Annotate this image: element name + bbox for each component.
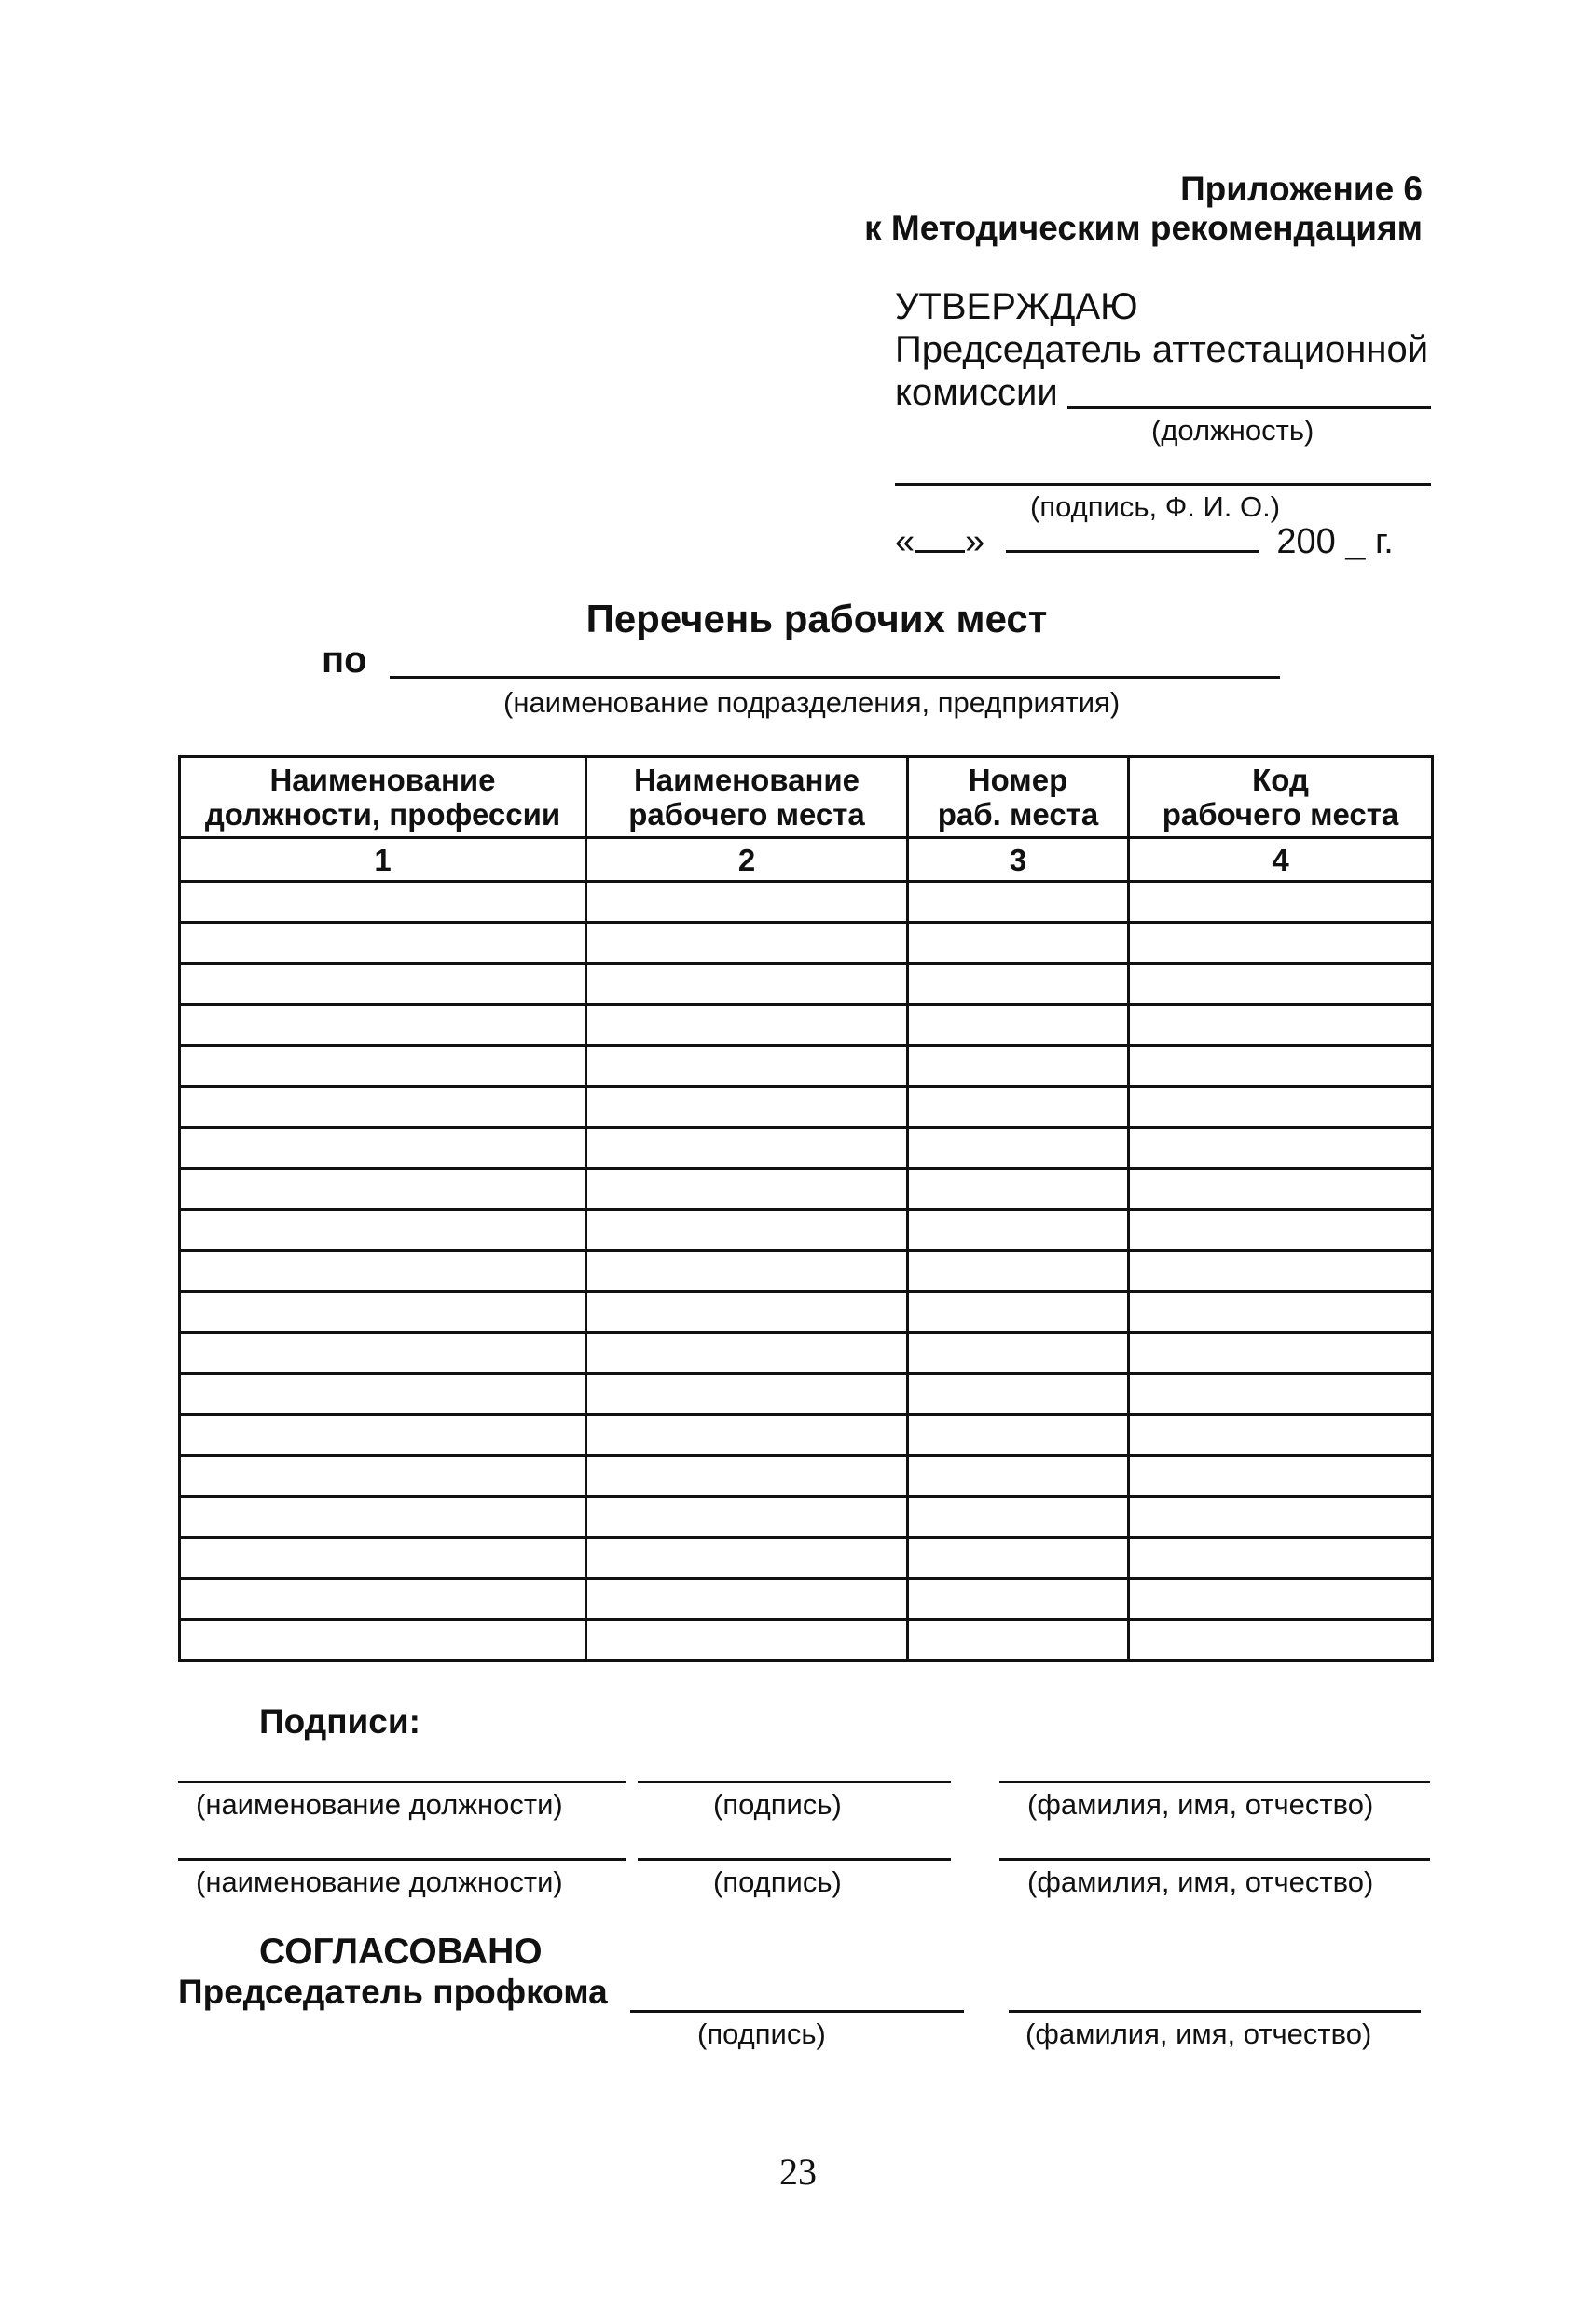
table-cell[interactable] xyxy=(180,964,586,1005)
table-cell[interactable] xyxy=(908,1456,1129,1497)
name-line-2[interactable] xyxy=(999,1858,1430,1861)
appendix-reference: к Методическим рекомендациям xyxy=(864,209,1423,247)
table-cell[interactable] xyxy=(1129,964,1433,1005)
position-line-2[interactable] xyxy=(178,1858,626,1861)
approval-chair-line: Председатель аттестационной xyxy=(895,329,1429,370)
table-cell[interactable] xyxy=(586,882,908,923)
table-row xyxy=(180,1333,1433,1374)
chair-name-line[interactable] xyxy=(1009,2010,1421,2013)
table-cell[interactable] xyxy=(908,1251,1129,1292)
appendix-header xyxy=(864,170,1423,248)
table-cell[interactable] xyxy=(586,1456,908,1497)
table-row xyxy=(180,1415,1433,1456)
table-cell[interactable] xyxy=(586,1497,908,1538)
table-cell[interactable] xyxy=(586,1251,908,1292)
position-caption: (должность) xyxy=(1151,414,1314,447)
table-cell[interactable] xyxy=(908,923,1129,964)
table-cell[interactable] xyxy=(586,1210,908,1251)
table-cell[interactable] xyxy=(1129,1292,1433,1333)
position-field[interactable] xyxy=(1067,406,1431,409)
table-cell[interactable] xyxy=(180,1620,586,1661)
table-cell[interactable] xyxy=(586,964,908,1005)
table-row xyxy=(180,1620,1433,1661)
name-caption-1: (фамилия, имя, отчество) xyxy=(1027,1788,1374,1821)
table-row xyxy=(180,1374,1433,1415)
table-row xyxy=(180,1210,1433,1251)
column-number: 2 xyxy=(586,838,908,882)
column-number-row xyxy=(180,838,1433,882)
unit-name-field[interactable] xyxy=(390,676,1280,679)
table-row xyxy=(180,1497,1433,1538)
table-row xyxy=(180,1169,1433,1210)
table-cell[interactable] xyxy=(908,1579,1129,1620)
table-cell[interactable] xyxy=(908,1538,1129,1579)
table-cell[interactable] xyxy=(908,1620,1129,1661)
table-cell[interactable] xyxy=(180,1169,586,1210)
table-cell[interactable] xyxy=(586,1333,908,1374)
table-cell[interactable] xyxy=(586,1374,908,1415)
table-cell[interactable] xyxy=(586,1087,908,1128)
table-cell[interactable] xyxy=(908,1128,1129,1169)
table-cell[interactable] xyxy=(180,1210,586,1251)
table-cell[interactable] xyxy=(908,1210,1129,1251)
table-cell[interactable] xyxy=(908,1292,1129,1333)
table-cell[interactable] xyxy=(1129,1169,1433,1210)
table-cell[interactable] xyxy=(586,923,908,964)
table-row xyxy=(180,1005,1433,1046)
table-row xyxy=(180,1087,1433,1128)
table-cell[interactable] xyxy=(1129,1538,1433,1579)
table-cell[interactable] xyxy=(180,1497,586,1538)
table-cell[interactable] xyxy=(586,1415,908,1456)
signature-field[interactable] xyxy=(895,483,1431,486)
signature-caption-1: (подпись) xyxy=(713,1788,842,1821)
by-label: по xyxy=(322,640,367,681)
table-row xyxy=(180,964,1433,1005)
chair-name-caption: (фамилия, имя, отчество) xyxy=(1025,2017,1372,2050)
approval-block xyxy=(895,285,1436,414)
table-cell[interactable] xyxy=(180,1579,586,1620)
trade-union-chair-label: Председатель профкома xyxy=(178,1973,608,2011)
table-cell[interactable] xyxy=(180,1005,586,1046)
table-cell[interactable] xyxy=(180,1374,586,1415)
table-cell[interactable] xyxy=(1129,1046,1433,1087)
table-cell[interactable] xyxy=(1129,1456,1433,1497)
column-number: 1 xyxy=(180,838,586,882)
table-cell[interactable] xyxy=(180,1456,586,1497)
table-cell[interactable] xyxy=(180,1415,586,1456)
table-cell[interactable] xyxy=(908,964,1129,1005)
table-cell[interactable] xyxy=(1129,1620,1433,1661)
table-cell[interactable] xyxy=(586,1169,908,1210)
table-cell[interactable] xyxy=(1129,1210,1433,1251)
table-cell[interactable] xyxy=(908,1087,1129,1128)
table-header-row xyxy=(180,757,1433,838)
table-cell[interactable] xyxy=(180,1251,586,1292)
table-cell[interactable] xyxy=(180,1538,586,1579)
column-header-position: Наименование должности, профессии xyxy=(180,757,586,838)
signature-caption: (подпись, Ф. И. О.) xyxy=(1030,490,1281,523)
position-line-1[interactable] xyxy=(178,1781,626,1783)
column-header-workplace-name: Наименование рабочего места xyxy=(586,757,908,838)
name-caption-2: (фамилия, имя, отчество) xyxy=(1027,1866,1374,1898)
table-cell[interactable] xyxy=(908,1005,1129,1046)
position-caption-2: (наименование должности) xyxy=(196,1866,563,1898)
table-cell[interactable] xyxy=(908,882,1129,923)
table-cell[interactable] xyxy=(908,1169,1129,1210)
table-cell[interactable] xyxy=(586,1128,908,1169)
position-caption-1: (наименование должности) xyxy=(196,1788,563,1821)
day-field[interactable] xyxy=(915,550,965,553)
month-field[interactable] xyxy=(1006,550,1259,553)
approval-commission-line: комиссии xyxy=(895,372,1058,413)
table-cell[interactable] xyxy=(586,1292,908,1333)
table-cell[interactable] xyxy=(1129,1374,1433,1415)
approval-title: УТВЕРЖДАЮ xyxy=(895,286,1138,327)
table-cell[interactable] xyxy=(1129,1497,1433,1538)
table-cell[interactable] xyxy=(180,882,586,923)
document-title: Перечень рабочих мест xyxy=(585,597,1048,640)
signature-line-2[interactable] xyxy=(638,1858,951,1861)
table-row xyxy=(180,1128,1433,1169)
agreed-title: СОГЛАСОВАНО xyxy=(259,1932,543,1972)
chair-signature-line[interactable] xyxy=(630,2010,964,2013)
unit-caption: (наименование подразделения, предприятия) xyxy=(503,686,1121,719)
table-cell[interactable] xyxy=(908,1046,1129,1087)
signature-line-1[interactable] xyxy=(638,1781,951,1783)
table-cell[interactable] xyxy=(908,1333,1129,1374)
table-cell[interactable] xyxy=(1129,1087,1433,1128)
table-row xyxy=(180,1046,1433,1087)
page-number: 23 xyxy=(779,2151,817,2193)
name-line-1[interactable] xyxy=(999,1781,1430,1783)
column-header-workplace-number: Номер раб. места xyxy=(908,757,1129,838)
table-cell[interactable] xyxy=(1129,923,1433,964)
table-cell[interactable] xyxy=(1129,1415,1433,1456)
table-row xyxy=(180,1292,1433,1333)
table-cell[interactable] xyxy=(1129,1251,1433,1292)
appendix-number: Приложение 6 xyxy=(1180,170,1423,208)
table-cell[interactable] xyxy=(180,1087,586,1128)
table-cell[interactable] xyxy=(908,1415,1129,1456)
table-row xyxy=(180,882,1433,923)
table-row xyxy=(180,1251,1433,1292)
table-cell[interactable] xyxy=(908,1374,1129,1415)
table-cell[interactable] xyxy=(180,1292,586,1333)
table-cell[interactable] xyxy=(586,1579,908,1620)
table-cell[interactable] xyxy=(1129,882,1433,923)
table-row xyxy=(180,1538,1433,1579)
table-cell[interactable] xyxy=(586,1005,908,1046)
table-row xyxy=(180,1579,1433,1620)
table-cell[interactable] xyxy=(1129,1128,1433,1169)
table-cell[interactable] xyxy=(180,923,586,964)
year-text: 200 _ г. xyxy=(1276,522,1394,561)
signature-caption-2: (подпись) xyxy=(713,1866,842,1898)
workplaces-table xyxy=(178,755,1434,1662)
table-row xyxy=(180,1456,1433,1497)
table-cell[interactable] xyxy=(1129,1579,1433,1620)
table-cell[interactable] xyxy=(1129,1005,1433,1046)
table-cell[interactable] xyxy=(586,1046,908,1087)
approval-date xyxy=(895,522,1394,562)
table-cell[interactable] xyxy=(180,1046,586,1087)
table-cell[interactable] xyxy=(908,1497,1129,1538)
column-number: 4 xyxy=(1129,838,1433,882)
quote-close: » xyxy=(965,522,985,561)
table-cell[interactable] xyxy=(586,1620,908,1661)
table-cell[interactable] xyxy=(180,1128,586,1169)
column-number: 3 xyxy=(908,838,1129,882)
column-header-workplace-code: Код рабочего места xyxy=(1129,757,1433,838)
table-cell[interactable] xyxy=(1129,1333,1433,1374)
quote-open: « xyxy=(895,522,915,561)
table-cell[interactable] xyxy=(586,1538,908,1579)
signatures-heading: Подписи: xyxy=(259,1702,420,1741)
table-cell[interactable] xyxy=(180,1333,586,1374)
chair-signature-caption: (подпись) xyxy=(697,2017,826,2050)
table-row xyxy=(180,923,1433,964)
